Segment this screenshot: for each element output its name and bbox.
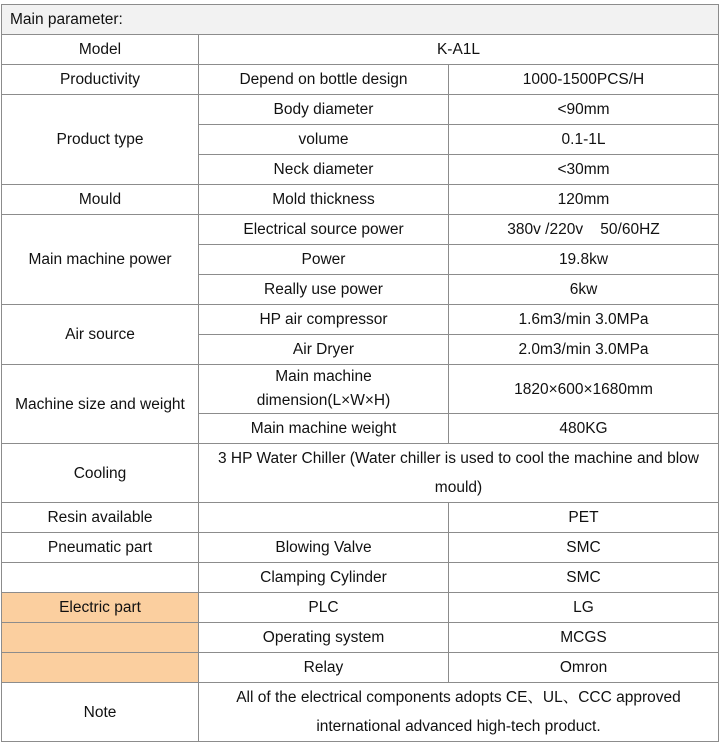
- param-name: volume: [199, 125, 449, 155]
- param-name: PLC: [199, 593, 449, 623]
- note-line1: All of the electrical components adopts CE、UL、CCC approved: [236, 689, 681, 706]
- param-value: 2.0m3/min 3.0MPa: [449, 335, 719, 365]
- param-value: 19.8kw: [449, 245, 719, 275]
- air-row: [2, 305, 719, 335]
- highlighted-empty-cell: [2, 623, 199, 653]
- param-value: 380v /220v 50/60HZ: [449, 215, 719, 245]
- table-title: Main parameter:: [2, 5, 719, 35]
- model-label: Model: [2, 35, 199, 65]
- electric-row: [2, 653, 719, 683]
- param-name: HP air compressor: [199, 305, 449, 335]
- param-name: Blowing Valve: [199, 533, 449, 563]
- productivity-label: Productivity: [2, 65, 199, 95]
- mould-row: [2, 185, 719, 215]
- note-value: [199, 683, 719, 742]
- param-value: Omron: [449, 653, 719, 683]
- note-row: [2, 683, 719, 742]
- param-value: LG: [449, 593, 719, 623]
- resin-value: PET: [449, 503, 719, 533]
- param-name: Body diameter: [199, 95, 449, 125]
- param-value: <90mm: [449, 95, 719, 125]
- cooling-label: Cooling: [2, 444, 199, 503]
- dimension-name: [199, 365, 449, 414]
- param-value: 120mm: [449, 185, 719, 215]
- param-name: Really use power: [199, 275, 449, 305]
- pneumatic-row: [2, 533, 719, 563]
- param-value: SMC: [449, 533, 719, 563]
- productivity-value: 1000-1500PCS/H: [449, 65, 719, 95]
- model-row: [2, 35, 719, 65]
- pneumatic-label: Pneumatic part: [2, 533, 199, 563]
- size-row: [2, 365, 719, 414]
- resin-label: Resin available: [2, 503, 199, 533]
- weight-value: 480KG: [449, 414, 719, 444]
- productivity-row: [2, 65, 719, 95]
- cooling-line2: mould): [434, 479, 483, 496]
- highlighted-empty-cell: [2, 653, 199, 683]
- weight-name: Main machine weight: [199, 414, 449, 444]
- power-label: Main machine power: [2, 215, 199, 305]
- air-label: Air source: [2, 305, 199, 365]
- cooling-value: [199, 444, 719, 503]
- param-value: 0.1-1L: [449, 125, 719, 155]
- mould-label: Mould: [2, 185, 199, 215]
- product-type-row: [2, 95, 719, 125]
- product-type-label: Product type: [2, 95, 199, 185]
- param-name: Mold thickness: [199, 185, 449, 215]
- dimension-name-line2: dimension(L×W×H): [256, 392, 391, 409]
- note-line2: international advanced high-tech product.: [316, 718, 601, 735]
- dimension-name-line1: Main machine: [275, 368, 372, 385]
- param-name: Air Dryer: [199, 335, 449, 365]
- param-name: Relay: [199, 653, 449, 683]
- param-name: Neck diameter: [199, 155, 449, 185]
- note-label: Note: [2, 683, 199, 742]
- electric-row: [2, 593, 719, 623]
- resin-empty: [199, 503, 449, 533]
- size-label: Machine size and weight: [2, 365, 199, 444]
- electric-row: [2, 623, 719, 653]
- cooling-row: [2, 444, 719, 503]
- dimension-value: 1820×600×1680mm: [449, 365, 719, 414]
- power-row: [2, 215, 719, 245]
- param-name: Power: [199, 245, 449, 275]
- param-value: SMC: [449, 563, 719, 593]
- empty-cell: [2, 563, 199, 593]
- parameter-table: [1, 4, 719, 742]
- param-value: 6kw: [449, 275, 719, 305]
- param-value: MCGS: [449, 623, 719, 653]
- table-title-row: [2, 5, 719, 35]
- cooling-line1: 3 HP Water Chiller (Water chiller is used to cool the machine and blow: [218, 450, 699, 467]
- param-name: Electrical source power: [199, 215, 449, 245]
- electric-label: Electric part: [2, 593, 199, 623]
- resin-row: [2, 503, 719, 533]
- param-name: Clamping Cylinder: [199, 563, 449, 593]
- model-value: K-A1L: [199, 35, 719, 65]
- param-value: <30mm: [449, 155, 719, 185]
- param-value: 1.6m3/min 3.0MPa: [449, 305, 719, 335]
- param-name: Operating system: [199, 623, 449, 653]
- pneumatic-row: [2, 563, 719, 593]
- productivity-sub: Depend on bottle design: [199, 65, 449, 95]
